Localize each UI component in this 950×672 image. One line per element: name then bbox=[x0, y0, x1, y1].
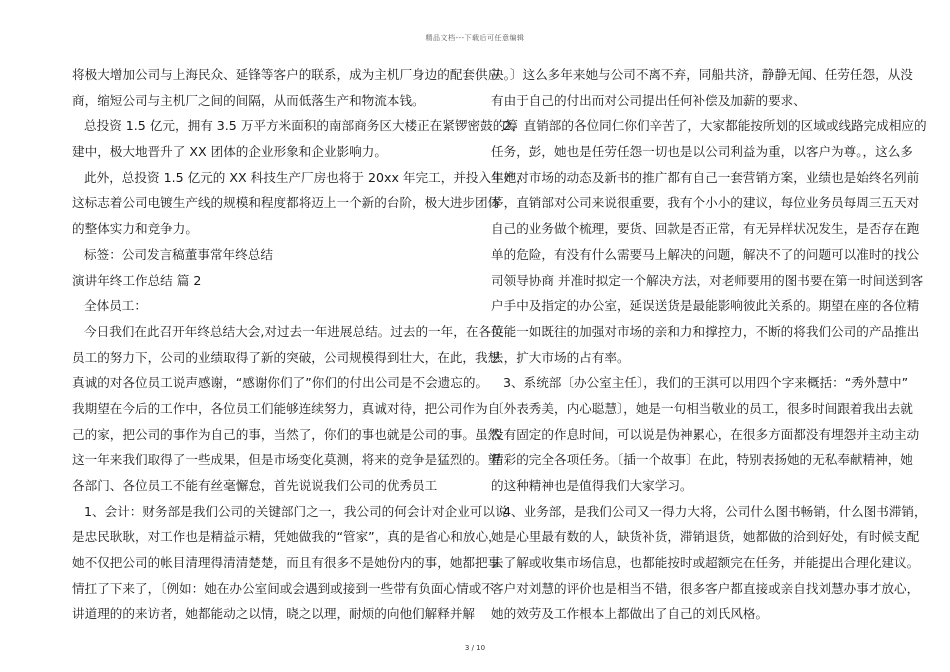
text-line: 去了解或收集市场信息，也都能按时或超额完在任务，并能提出合理化建议。 bbox=[491, 555, 920, 571]
text-line: 4、业务部，是我们公司又一得力大将，公司什么图书畅销，什么图书滞销， bbox=[503, 503, 927, 519]
text-line: 客户对刘慧的评价也是相当不错，很多客户都直接或亲自找刘慧办事才放心， bbox=[491, 580, 920, 596]
text-line: 年她对市场的动态及新书的推广都有自己一套营销方案，业绩也是始终名列前 bbox=[491, 169, 920, 185]
text-line: 她不仅把公司的帐目清理得清清楚楚，而且有很多不是她份内的事，她都把事 bbox=[72, 555, 501, 571]
text-line: 3、系统部〔办公室主任〕，我们的王淇可以用四个字来概括：“秀外慧中” bbox=[503, 375, 909, 391]
text-line: 建中，极大地晋升了 XX 团体的企业形象和企业影响力。 bbox=[72, 144, 387, 160]
text-line: 她是心里最有数的人，缺货补货，滞销退货，她都做的洽到好处，有时候支配 bbox=[491, 529, 920, 545]
text-line: 真诚的对各位员工说声感谢，“感谢你们了”你们的付出公司是不会遗忘的。 bbox=[72, 375, 489, 391]
text-line: 员工的努力下，公司的业绩取得了新的突破，公司规模得到壮大，在此，我想 bbox=[72, 349, 501, 365]
text-line: 茅，直销部对公司来说很重要，我有个小小的建议，每位业务员每周三五天对 bbox=[491, 195, 920, 211]
text-line: 这一年来我们取得了一些成果，但是市场变化莫测，将来的竞争是猛烈的。望 bbox=[72, 452, 501, 468]
text-line: 己的家，把公司的事作为自己的事，当然了，你们的事也就是公司的事。虽然 bbox=[72, 426, 501, 442]
text-line: 讲道理的的来访者，她都能动之以情，晓之以理，耐烦的向他们解释并解 bbox=[72, 606, 475, 622]
text-line: 是忠民耿耿，对工作也是精益示精，凭她做我的“管家”，真的是省心和放心， bbox=[72, 529, 501, 545]
text-line: 自己的业务做个梳理，要货、回款是否正常，有无异样状况发生，是否存在跑 bbox=[491, 221, 920, 237]
text-line: 1、会计：财务部是我们公司的关键部门之一，我公司的何会计对企业可以说 bbox=[84, 503, 508, 519]
text-line: 任务，彭，她也是任劳任怨一切也是以公司利益为重，以客户为尊。，这么多 bbox=[491, 144, 913, 160]
text-line: 商，缩短公司与主机厂之间的间隔，从而低落生产和物流本钱。 bbox=[72, 92, 425, 108]
text-line: 总投资 1.5 亿元，拥有 3.5 万平方米面积的南部商务区大楼正在紧锣密鼓的筹 bbox=[84, 118, 518, 134]
text-line: 决。〕这么多年来她与公司不离不弃，同船共济，静静无闻、任劳任怨，从没 bbox=[491, 67, 913, 82]
text-line: 这标志着公司电镀生产线的规模和程度都将迈上一个新的台阶，极大进步团体 bbox=[72, 195, 501, 211]
text-line: 此外，总投资 1.5 亿元的 XX 科技生产厂房也将于 20xx 年完工，并投入生产， bbox=[84, 169, 529, 185]
text-line: 标签：公司发言稿董事常年终总结 bbox=[84, 246, 273, 262]
text-line: 今日我们在此召开年终总结大会,对过去一年进展总结。过去的一年，在各位 bbox=[84, 323, 504, 339]
text-line: 将极大增加公司与上海民众、延锋等客户的联系，成为主机厂身边的配套供应 bbox=[72, 67, 501, 82]
text-line: 没有固定的作息时间，可以说是伪神累心，在很多方面都没有埋怨并主动主动 bbox=[491, 426, 920, 442]
text-line: 的这种精神也是值得我们大家学习。 bbox=[491, 478, 693, 493]
text-line: 她的效劳及工作根本上都做出了自己的刘氏风格。 bbox=[491, 606, 769, 622]
text-line: 有由于自己的付出而对公司提出任何补偿及加薪的要求、 bbox=[491, 92, 806, 108]
text-line: 2、直销部的各位同仁你们辛苦了，大家都能按所划的区域或线路完成相应的 bbox=[503, 118, 927, 134]
text-line: 全体员工： bbox=[84, 298, 147, 314]
text-line: 精彩的完全各项任务。〔插一个故事〕在此，特别表扬她的无私奉献精神，她 bbox=[491, 452, 913, 468]
page-header: 精品文档---下载后可任意编辑 bbox=[425, 34, 525, 42]
text-line: 户手中及指定的办公室，延误送货是最能影响彼此关系的。期望在座的各位精 bbox=[491, 298, 920, 314]
text-line: 我期望在今后的工作中，各位员工们能够连续努力，真诚对待，把公司作为自 bbox=[72, 400, 501, 416]
text-line: 情扛了下来了，〔例如：她在办公室间或会遇到或接到一些带有负面心情或不 bbox=[72, 580, 494, 596]
text-line: 英能一如既往的加强对市场的亲和力和撑控力，不断的将我们公司的产品推出 bbox=[491, 323, 920, 339]
text-line: 的整体实力和竞争力。 bbox=[72, 221, 198, 237]
text-line: 各部门、各位员工不能有丝毫懈怠，首先说说我们公司的优秀员工 bbox=[72, 478, 438, 493]
text-line: 演讲年终工作总结 篇 2 bbox=[72, 272, 202, 288]
left-column bbox=[72, 62, 529, 627]
text-line: 去，扩大市场的占有率。 bbox=[491, 349, 630, 365]
text-line: 司领导协商 并准时拟定一个解决方法，对老师要用的图书要在第一时间送到客 bbox=[491, 272, 924, 288]
text-line: 〔外表秀美，内心聪慧〕，她是一句相当敬业的员工，很多时间跟着我出去就 bbox=[491, 400, 913, 416]
text-line: 单的危险，有没有什么需要马上解决的问题，解决不了的问题可以准时的找公 bbox=[491, 246, 920, 262]
right-column bbox=[491, 62, 927, 627]
page-number: 3 / 10 bbox=[464, 644, 486, 652]
